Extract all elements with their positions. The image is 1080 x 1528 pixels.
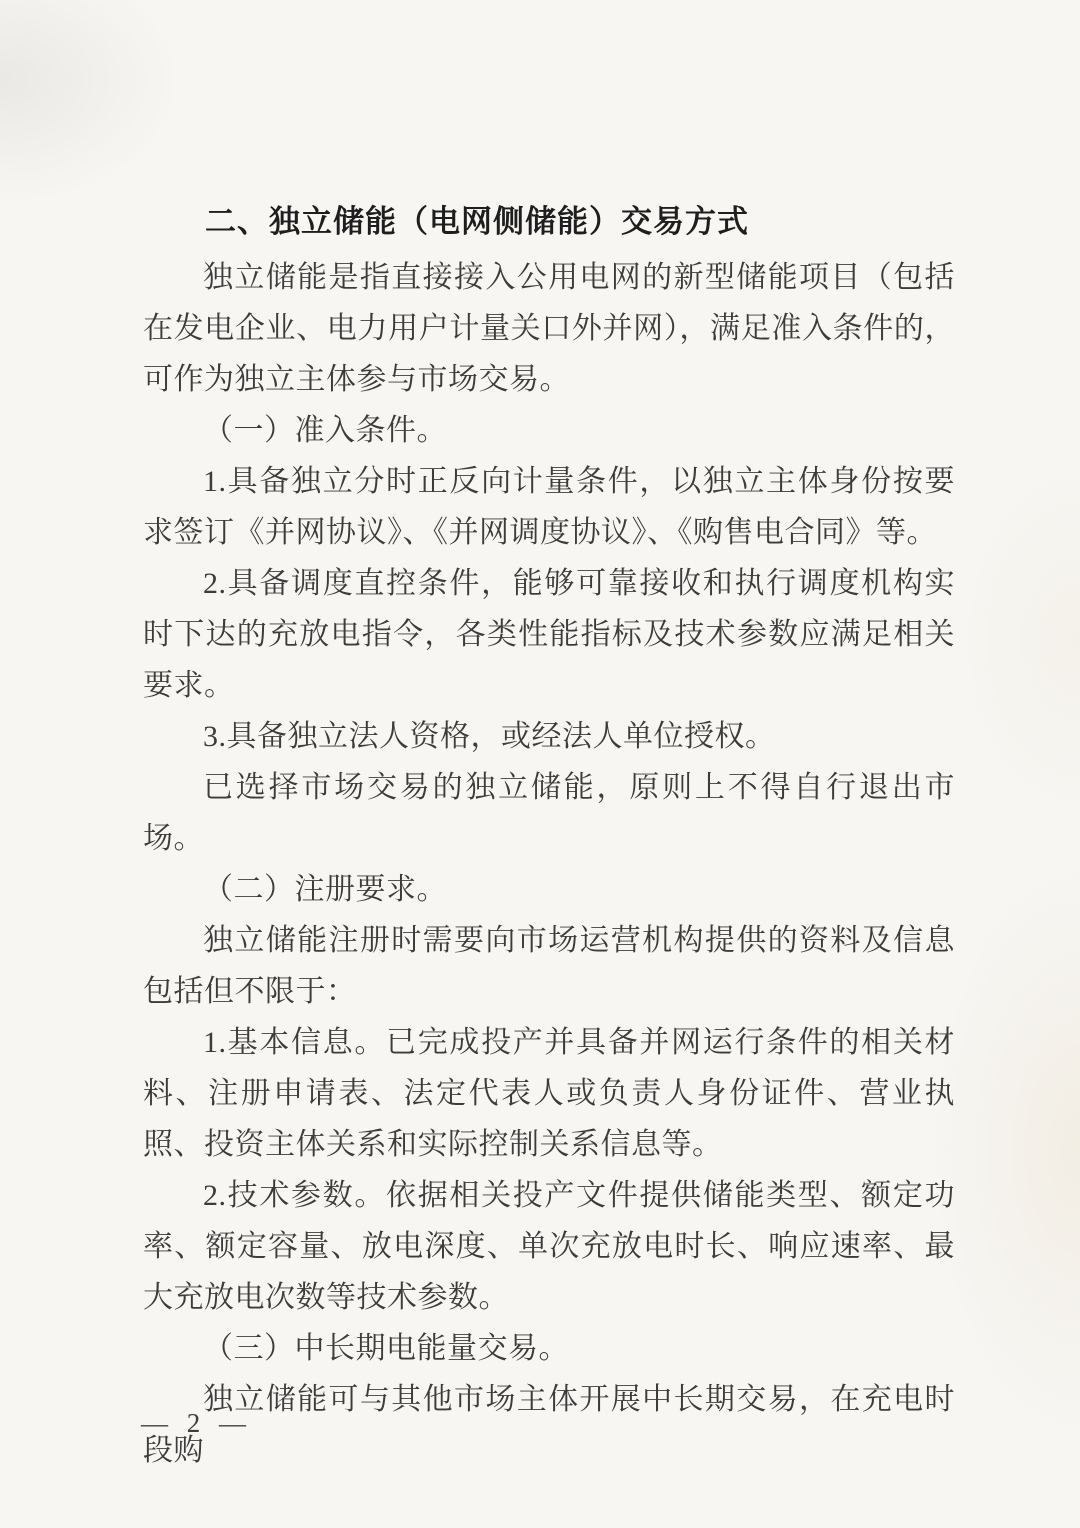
subheading-medium-long-term-trading: （三）中长期电能量交易。 — [203, 1332, 569, 1365]
para-registration-item-2: 2.技术参数。依据相关投产文件提供储能类型、额定功率、额定容量、放电深度、单次充放电时长、响应速率、最大充放电次数等技术参数。 — [143, 1179, 955, 1314]
page-number: — 2 — — [141, 1408, 252, 1438]
para-intro: 独立储能是指直接接入公用电网的新型储能项目（包括在发电企业、电力用户计量关口外并网），满足准入条件的，可作为独立主体参与市场交易。 — [143, 261, 955, 396]
para-access-item-1: 1.具备独立分时正反向计量条件，以独立主体身份按要求签订《并网协议》、《并网调度协议》、《购售电合同》等。 — [143, 465, 955, 549]
para-registration-item-1: 1.基本信息。已完成投产并具备并网运行条件的相关材料、注册申请表、法定代表人或负责人身份证件、营业执照、投资主体关系和实际控制关系信息等。 — [143, 1026, 955, 1161]
document-body — [143, 196, 955, 1476]
para-registration-intro: 独立储能注册时需要向市场运营机构提供的资料及信息包括但不限于： — [143, 924, 955, 1008]
para-access-item-3: 3.具备独立法人资格，或经法人单位授权。 — [203, 720, 776, 753]
para-access-item-2: 2.具备调度直控条件，能够可靠接收和执行调度机构实时下达的充放电指令，各类性能指标及技术参数应满足相关要求。 — [143, 567, 955, 702]
section-heading: 二、独立储能（电网侧储能）交易方式 — [205, 204, 749, 239]
subheading-access-conditions: （一）准入条件。 — [203, 414, 447, 447]
para-no-exit-rule: 已选择市场交易的独立储能，原则上不得自行退出市场。 — [143, 771, 955, 855]
para-medium-long-term-intro: 独立储能可与其他市场主体开展中长期交易，在充电时段购 — [143, 1383, 955, 1467]
subheading-registration-requirements: （二）注册要求。 — [203, 873, 447, 906]
